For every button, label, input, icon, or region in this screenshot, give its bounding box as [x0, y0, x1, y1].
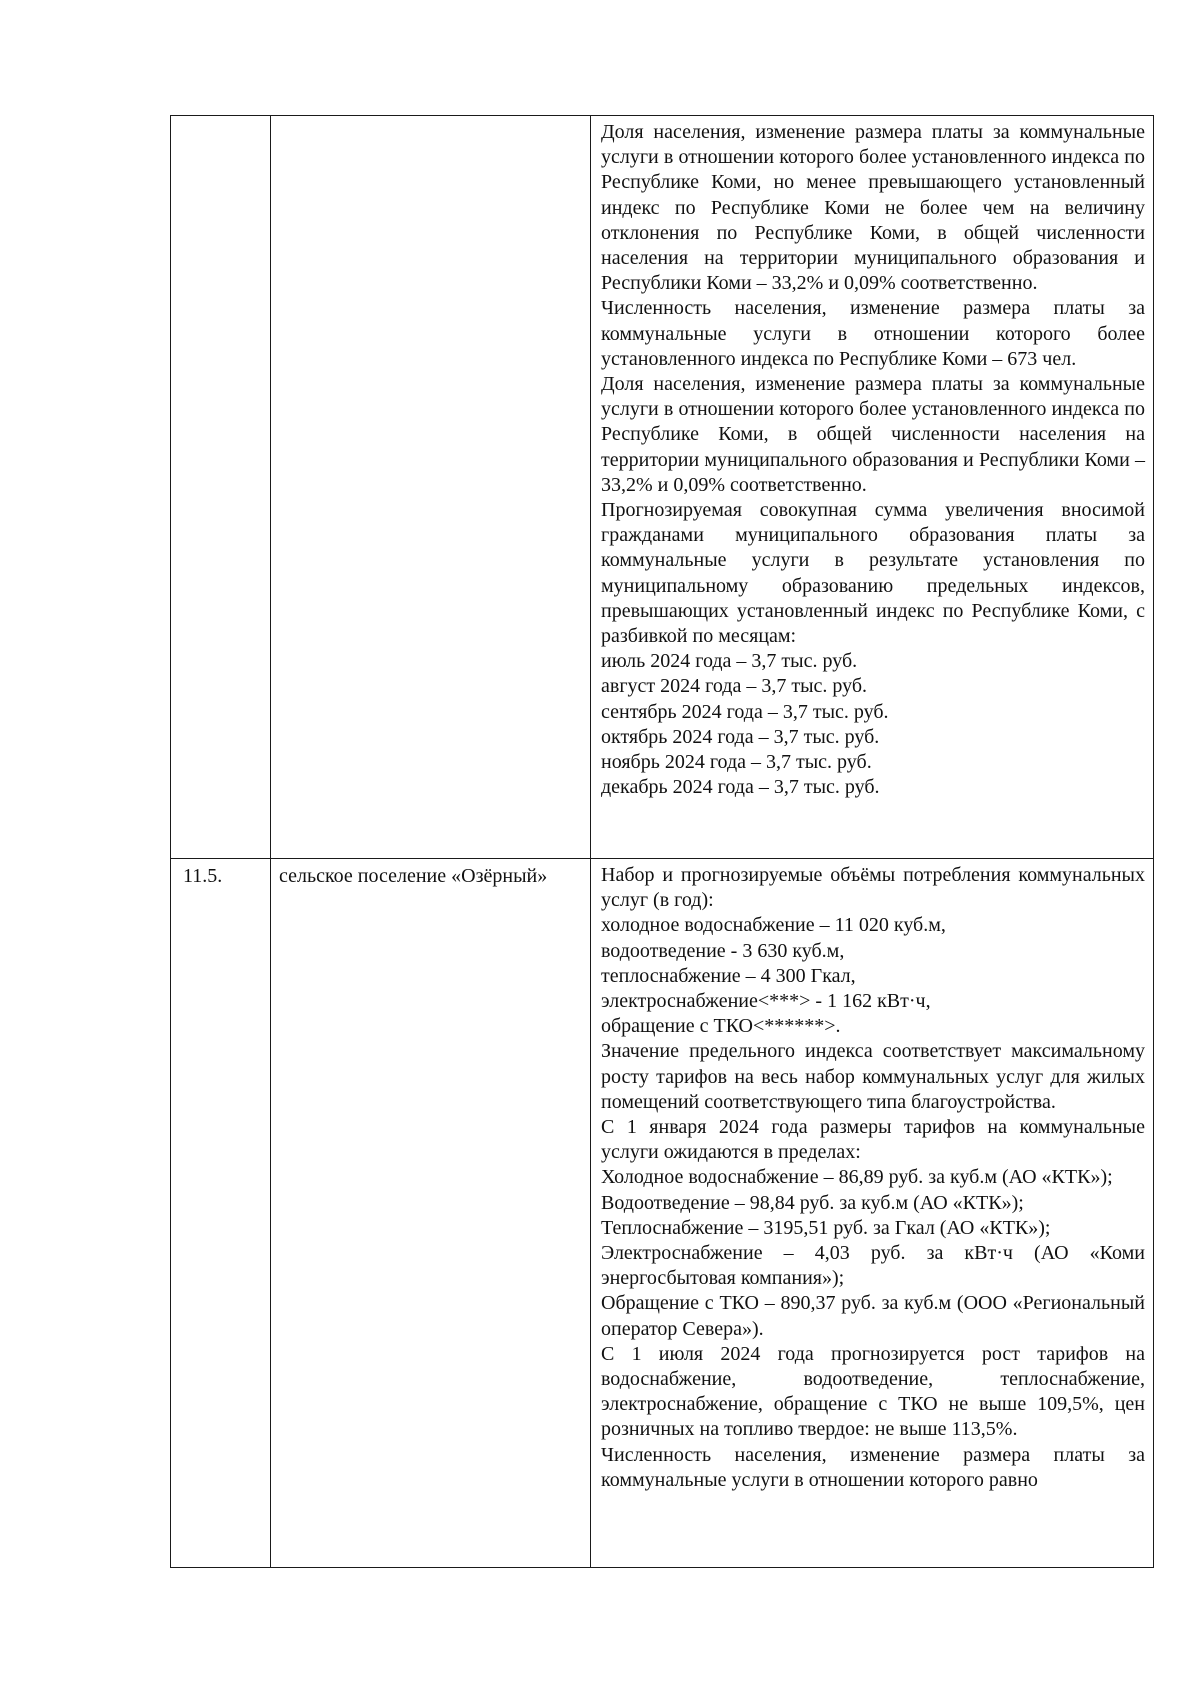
text-line: ноябрь 2024 года – 3,7 тыс. руб. [601, 751, 872, 774]
text-paragraph: Электроснабжение – 4,03 руб. за кВт·ч (АО «Коми энергосбытовая компания»); [601, 1242, 1145, 1290]
text-line: Теплоснабжение – 3195,51 руб. за Гкал (АО «КТК»); [601, 1216, 1051, 1239]
text-paragraph: Холодное водоснабжение – 86,89 руб. за куб.м (АО «КТК»); [601, 1166, 1113, 1189]
text-line: холодное водоснабжение – 11 020 куб.м, [601, 914, 946, 937]
text-line: обращение с ТКО<******>. [601, 1015, 841, 1038]
text-line: июль 2024 года – 3,7 тыс. руб. [601, 650, 858, 673]
text-line: электроснабжение<***> - 1 162 кВт·ч, [601, 990, 931, 1013]
row-number-cell [171, 859, 271, 1568]
municipality-name-cell [271, 859, 591, 1568]
text-line: декабрь 2024 года – 3,7 тыс. руб. [601, 776, 880, 799]
text-line: Водоотведение – 98,84 руб. за куб.м (АО «КТК»); [601, 1191, 1024, 1214]
text-line: теплоснабжение – 4 300 Гкал, [601, 964, 856, 987]
document-table [170, 115, 1154, 1568]
text-line: август 2024 года – 3,7 тыс. руб. [601, 675, 868, 698]
municipality-name [271, 116, 590, 125]
description-content [591, 116, 1153, 806]
text-paragraph: Доля населения, изменение размера платы за коммунальные услуги в отношении которого более установленного индекса по Республике Коми, в общей численности населения на территории муниципального образования и Республики Коми – 33,2% и 0,09% соответственно. [601, 373, 1145, 496]
row-number [171, 116, 270, 125]
text-line: сентябрь 2024 года – 3,7 тыс. руб. [601, 700, 889, 723]
text-paragraph: Численность населения, изменение размера платы за коммунальные услуги в отношении которого более установленного индекса по Республике Коми – 673 чел. [601, 297, 1145, 370]
text-paragraph: Значение предельного индекса соответствует максимальному росту тарифов на весь набор коммунальных услуг для жилых помещений соответствующего типа благоустройства. [601, 1040, 1145, 1113]
text-paragraph: Обращение с ТКО – 890,37 руб. за куб.м (ООО «Региональный оператор Севера»). [601, 1292, 1145, 1340]
text-paragraph: Доля населения, изменение размера платы за коммунальные услуги в отношении которого более установленного индекса по Республике Коми, но менее превышающего установленный индекс по Республике Коми не более чем на величину отклонения по Республике Коми, в общей численности населения на территории муниципального образования и Республики Коми – 33,2% и 0,09% соответственно. [601, 121, 1145, 295]
description-cell [591, 859, 1154, 1568]
table-row [171, 859, 1154, 1568]
text-paragraph: Численность населения, изменение размера платы за коммунальные услуги в отношении которого равно [601, 1443, 1145, 1491]
row-number-cell [171, 116, 271, 859]
text-paragraph: Прогнозируемая совокупная сумма увеличения вносимой гражданами муниципального образования платы за коммунальные услуги в результате установления по муниципальному образованию предельных индексов, превышающих установленный индекс по Республике Коми, с разбивкой по месяцам: [601, 499, 1145, 648]
description-cell [591, 116, 1154, 859]
text-paragraph: Набор и прогнозируемые объёмы потребления коммунальных услуг (в год): [601, 864, 1145, 912]
text-line: водоотведение - 3 630 куб.м, [601, 939, 845, 962]
municipality-name: сельское поселение «Озёрный» [279, 865, 548, 887]
municipality-name-cell [271, 116, 591, 859]
row-number: 11.5. [183, 865, 223, 887]
text-line: октябрь 2024 года – 3,7 тыс. руб. [601, 725, 880, 748]
table-row [171, 116, 1154, 859]
description-content [591, 859, 1153, 1495]
text-paragraph: С 1 июля 2024 года прогнозируется рост тарифов на водоснабжение, водоотведение, теплоснабжение, электроснабжение, обращение с ТКО не выше 109,5%, цен розничных на топливо твердое: не выше 113,5%. [601, 1342, 1145, 1441]
text-paragraph: С 1 января 2024 года размеры тарифов на коммунальные услуги ожидаются в пределах: [601, 1116, 1145, 1164]
